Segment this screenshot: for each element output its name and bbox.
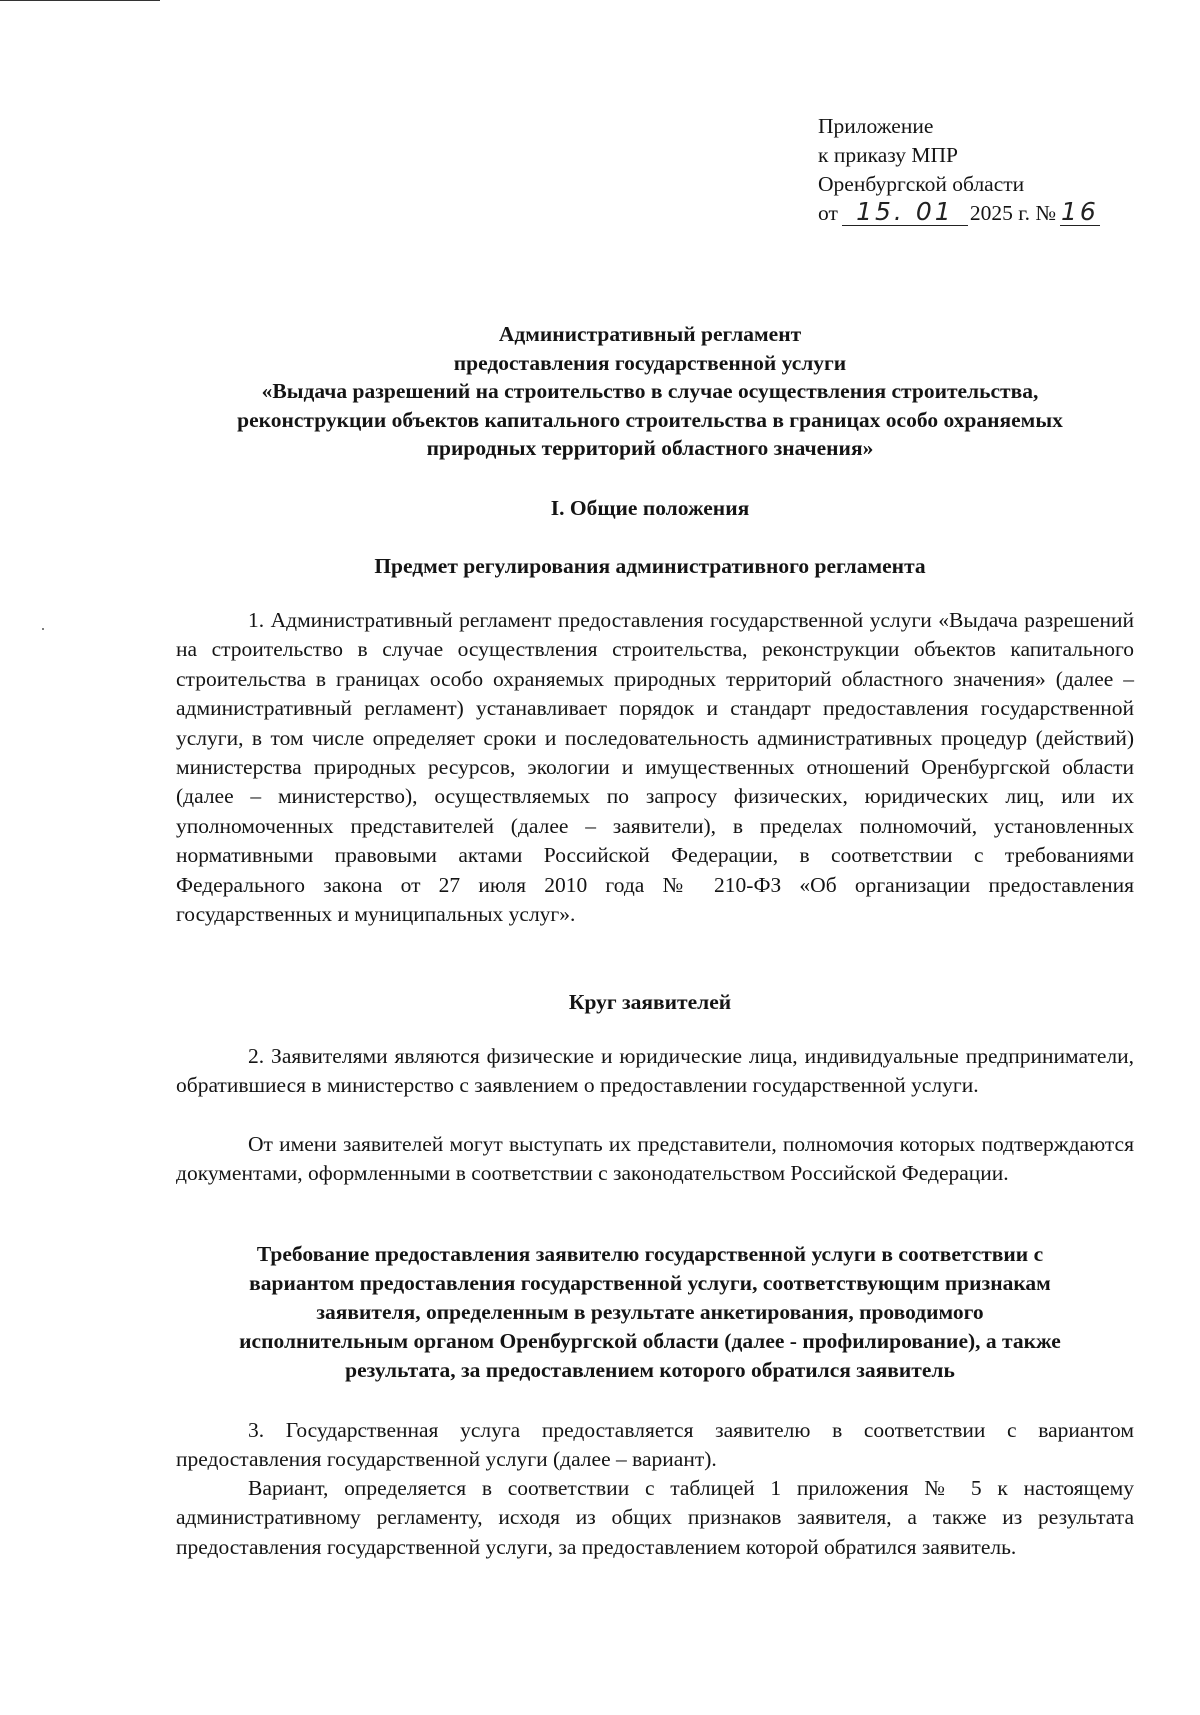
- paragraph-1: 1. Административный регламент предоставления государственной услуги «Выдача разрешений на строительство в случае осуществления строительства, реконструкции объектов капитального строительства в границах особо охраняемых природных территорий областного значения» (далее – административный регламент) устанавливает порядок и стандарт предоставления государственной услуги, в том числе определяет сроки и последовательность административных процедур (действий) министерства природных ресурсов, экологии и имущественных отношений Оренбургской области (далее – министерство), осуществляемых по запросу физических, юридических лиц, или их уполномоченных представителей (далее – заявители), в пределах полномочий, установленных нормативными правовыми актами Российской Федерации, в соответствии с требованиями Федерального закона от 27 июля 2010 года № 210-ФЗ «Об организации предоставления государственных и муниципальных услуг».: [176, 608, 1134, 927]
- title-line-1: Административный регламент: [498, 322, 802, 346]
- paragraph-3b: Вариант, определяется в соответствии с таблицей 1 приложения № 5 к настоящему административному регламенту, исходя из общих признаков заявителя, а также из результата предоставления государственной услуги, за предоставлением которой обратился заявитель.: [176, 1476, 1134, 1559]
- scan-speck: [42, 628, 44, 630]
- appendix-line-1: Приложение: [818, 114, 934, 138]
- requirement-line-5: результата, за предоставлением которого обратился заявитель: [345, 1358, 955, 1382]
- document-title: [170, 320, 1130, 463]
- title-line-4: реконструкции объектов капитального строительства в границах особо охраняемых: [237, 407, 1063, 432]
- appendix-line-2: к приказу МПР: [818, 143, 959, 167]
- requirement-line-2: вариантом предоставления государственной услуги, соответствующим признакам: [249, 1271, 1051, 1295]
- applicants-heading: Круг заявителей: [568, 990, 732, 1014]
- date-prefix: от: [818, 201, 838, 225]
- paragraph-2b: От имени заявителей могут выступать их представители, полномочия которых подтверждаются документами, оформленными в соответствии с законодательством Российской Федерации.: [176, 1132, 1134, 1186]
- requirement-heading: [180, 1240, 1120, 1385]
- appendix-block: [818, 112, 1100, 228]
- appendix-date-line: [818, 199, 1100, 228]
- requirement-line-1: Требование предоставления заявителю государственной услуги в соответствии с: [256, 1242, 1044, 1266]
- handwritten-number: 16: [1061, 197, 1099, 226]
- section-heading-general: I. Общие положения: [550, 496, 750, 520]
- subject-heading: Предмет регулирования административного регламента: [374, 554, 926, 578]
- year-and-number-label: 2025 г. №: [969, 201, 1056, 225]
- paragraph-2: 2. Заявителями являются физические и юридические лица, индивидуальные предприниматели, обратившиеся в министерство с заявлением о предоставлении государственной услуги.: [176, 1044, 1134, 1098]
- title-line-5: природных территорий областного значения»: [426, 436, 874, 460]
- paragraph-3: 3. Государственная услуга предоставляется заявителю в соответствии с вариантом предоставления государственной услуги (далее – вариант).: [176, 1418, 1134, 1472]
- requirement-line-4: исполнительным органом Оренбургской области (далее - профилирование), а также: [239, 1329, 1061, 1353]
- title-line-3: «Выдача разрешений на строительство в случае осуществления строительства,: [261, 379, 1039, 403]
- handwritten-date: 15. 01: [842, 199, 968, 226]
- appendix-line-3: Оренбургской области: [818, 172, 1025, 196]
- scan-edge-mark: [0, 0, 160, 1]
- title-line-2: предоставления государственной услуги: [453, 350, 847, 375]
- requirement-line-3: заявителя, определенным в результате анкетирования, проводимого: [316, 1300, 984, 1324]
